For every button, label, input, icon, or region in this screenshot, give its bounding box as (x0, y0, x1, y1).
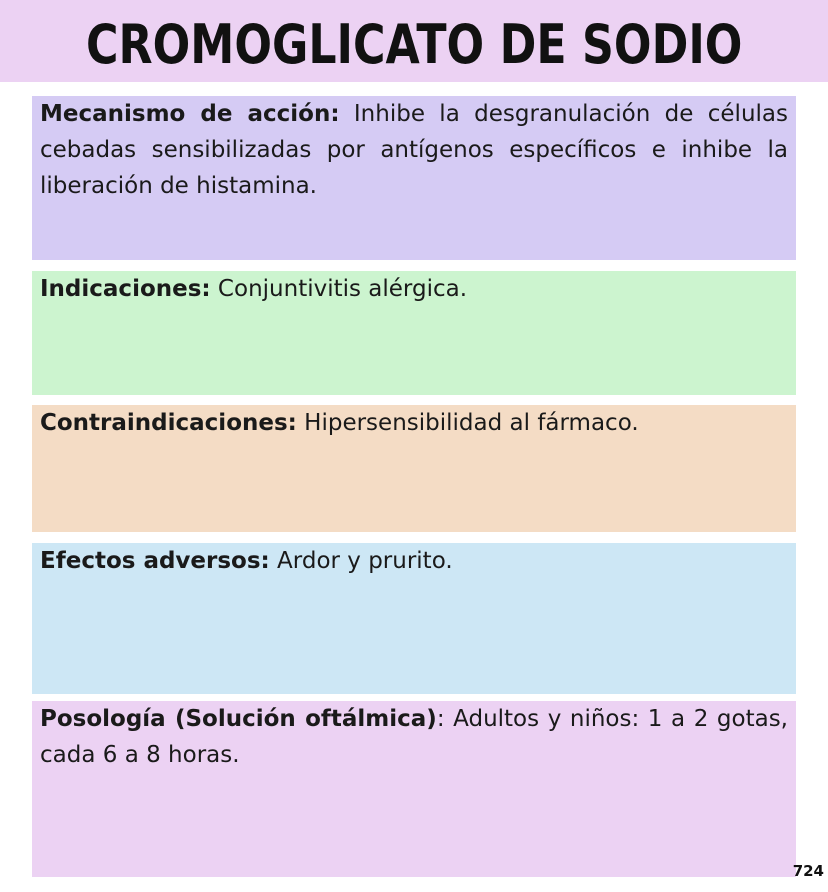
contraindicaciones-paragraph (40, 405, 788, 441)
indicaciones-paragraph (40, 271, 788, 307)
contraindicaciones-label: Contraindicaciones: (40, 410, 297, 436)
efectos-text: Ardor y prurito. (269, 548, 453, 574)
section-mecanismo (32, 96, 796, 260)
efectos-label: Efectos adversos: (40, 548, 270, 574)
title-bar (0, 0, 828, 82)
section-efectos-adversos (32, 543, 796, 694)
indicaciones-label: Indicaciones: (40, 276, 211, 302)
section-contraindicaciones (32, 405, 796, 532)
efectos-paragraph (40, 543, 788, 579)
section-posologia (32, 701, 796, 877)
page-title: CROMOGLICATO DE SODIO (85, 12, 743, 76)
page-number: 724 (792, 862, 824, 880)
posologia-text: : Adultos y niños: 1 a 2 gotas, cada 6 a 8 horas. (40, 706, 788, 768)
section-indicaciones (32, 271, 796, 395)
mecanismo-label: Mecanismo de acción: (40, 101, 340, 127)
contraindicaciones-text: Hipersensibilidad al fármaco. (296, 410, 639, 436)
posologia-paragraph (40, 701, 788, 773)
mecanismo-text: Inhibe la desgranulación de células cebadas sensibilizadas por antígenos específicos e inhibe la liberación de histamina. (40, 101, 788, 199)
indicaciones-text: Conjuntivitis alérgica. (210, 276, 468, 302)
mecanismo-paragraph (40, 96, 788, 204)
posologia-label: Posología (Solución oftálmica) (40, 706, 437, 732)
